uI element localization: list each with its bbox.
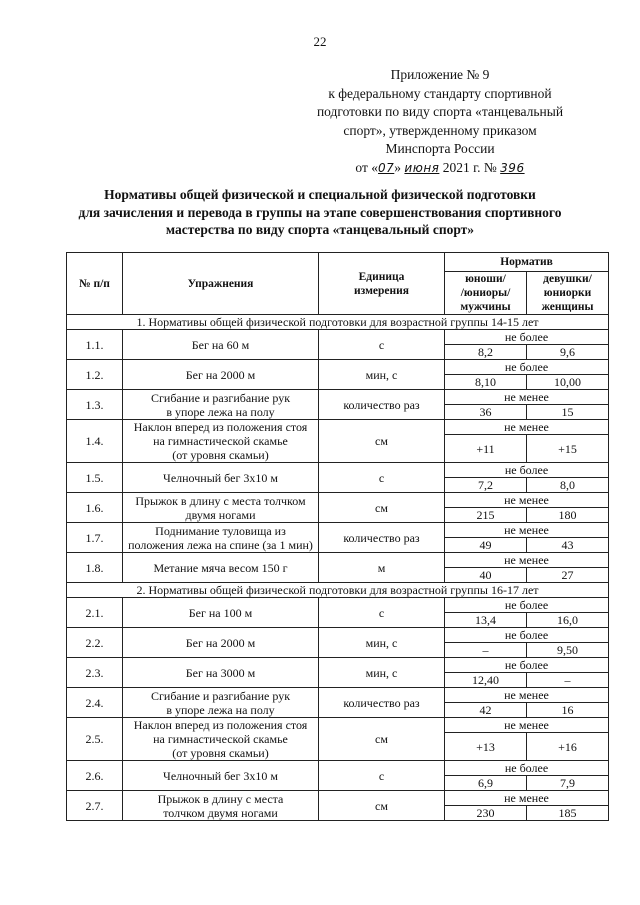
row-norm-type: не более	[445, 463, 609, 478]
appendix-line: подготовки по виду спорта «танцевальный	[316, 104, 564, 119]
table-row	[67, 658, 609, 673]
row-exercise	[123, 493, 319, 523]
row-exercise	[123, 718, 319, 761]
row-number: 1.3.	[67, 390, 123, 420]
order-day: 07	[378, 160, 395, 175]
value-boys: 49	[445, 538, 527, 553]
order-reference	[300, 159, 580, 178]
exercise-line: Бег на 2000 м	[185, 367, 256, 382]
row-unit: мин, с	[319, 628, 445, 658]
exercise-line: на гимнастической скамье	[153, 434, 288, 448]
value-girls: 16	[527, 703, 609, 718]
row-unit: м	[319, 553, 445, 583]
title-line: для зачисления и перевода в группы на этапе совершенствования спортивного	[78, 204, 562, 220]
order-month: июня	[404, 160, 440, 175]
exercise-line: Прыжок в длину с места толчком	[135, 493, 306, 508]
value-girls: 10,00	[527, 375, 609, 390]
row-exercise	[123, 761, 319, 791]
value-boys: 8,10	[445, 375, 527, 390]
header-unit-line: Единица	[358, 270, 405, 283]
exercise-line: Сгибание и разгибание рук	[150, 390, 291, 405]
value-boys: 6,9	[445, 776, 527, 791]
exercise-line: Челночный бег 3х10 м	[163, 470, 278, 485]
table-row	[67, 360, 609, 375]
value-girls: 27	[527, 568, 609, 583]
appendix-line: Приложение № 9	[390, 67, 490, 82]
section-row	[67, 583, 609, 598]
row-exercise	[123, 360, 319, 390]
row-unit: количество раз	[319, 523, 445, 553]
row-norm-type: не менее	[445, 688, 609, 703]
header-unit	[319, 253, 445, 315]
order-prefix: от «	[355, 159, 379, 175]
header-girls-line: юниорки	[543, 287, 592, 299]
row-unit: см	[319, 718, 445, 761]
row-number: 2.4.	[67, 688, 123, 718]
row-norm-type: не менее	[445, 791, 609, 806]
table-row	[67, 390, 609, 405]
value-girls: +15	[527, 435, 609, 463]
table-row	[67, 330, 609, 345]
title-line: Нормативы общей физической и специальной физической подготовки	[104, 187, 536, 202]
table-row	[67, 761, 609, 776]
row-norm-type: не менее	[445, 420, 609, 435]
document-title	[30, 186, 610, 239]
exercise-line: Бег на 100 м	[188, 605, 253, 620]
row-unit: с	[319, 463, 445, 493]
row-unit: см	[319, 791, 445, 821]
row-unit: количество раз	[319, 688, 445, 718]
title-line: мастерства по виду спорта «танцевальный спорт»	[165, 222, 475, 237]
value-girls: 9,6	[527, 345, 609, 360]
table-row	[67, 420, 609, 435]
header-boys	[445, 272, 527, 315]
row-number: 1.1.	[67, 330, 123, 360]
appendix-line: спорт», утвержденному приказом	[343, 122, 537, 138]
row-number: 2.1.	[67, 598, 123, 628]
row-unit: количество раз	[319, 390, 445, 420]
exercise-line: Бег на 60 м	[191, 337, 250, 352]
value-girls: –	[527, 673, 609, 688]
row-unit: с	[319, 598, 445, 628]
row-norm-type: не менее	[445, 523, 609, 538]
row-norm-type: не более	[445, 330, 609, 345]
table-row	[67, 718, 609, 733]
exercise-line: на гимнастической скамье	[153, 732, 288, 746]
value-boys: +13	[445, 733, 527, 761]
row-exercise	[123, 553, 319, 583]
exercise-line: Наклон вперед из положения стоя	[133, 718, 308, 732]
header-girls-line: женщины	[541, 301, 594, 313]
row-norm-type: не менее	[445, 390, 609, 405]
row-exercise	[123, 330, 319, 360]
header-boys-line: /юниоры/	[460, 287, 511, 299]
row-unit: мин, с	[319, 360, 445, 390]
row-norm-type: не более	[445, 761, 609, 776]
exercise-line: (от уровня скамьи)	[172, 448, 269, 462]
row-norm-type: не более	[445, 360, 609, 375]
header-boys-line: юноши/	[465, 273, 506, 285]
row-number: 1.5.	[67, 463, 123, 493]
value-boys: 42	[445, 703, 527, 718]
section-row	[67, 315, 609, 330]
table-row	[67, 553, 609, 568]
row-exercise	[123, 523, 319, 553]
row-norm-type: не менее	[445, 493, 609, 508]
row-exercise	[123, 791, 319, 821]
exercise-line: Метание мяча весом 150 г	[153, 560, 288, 575]
table-row	[67, 523, 609, 538]
exercise-line: Бег на 2000 м	[185, 635, 256, 650]
table-row	[67, 688, 609, 703]
section-title: 1. Нормативы общей физической подготовки для возрастной группы 14-15 лет	[67, 315, 609, 330]
row-number: 1.7.	[67, 523, 123, 553]
row-unit: см	[319, 493, 445, 523]
header-girls-line: девушки/	[543, 273, 592, 285]
row-exercise	[123, 390, 319, 420]
exercise-line: (от уровня скамьи)	[172, 746, 269, 760]
value-girls: 15	[527, 405, 609, 420]
row-exercise	[123, 463, 319, 493]
section-title: 2. Нормативы общей физической подготовки для возрастной группы 16-17 лет	[67, 583, 609, 598]
value-girls: 180	[527, 508, 609, 523]
row-unit: с	[319, 761, 445, 791]
value-boys: 8,2	[445, 345, 527, 360]
exercise-line: Сгибание и разгибание рук	[150, 688, 291, 703]
row-number: 2.7.	[67, 791, 123, 821]
table-row	[67, 463, 609, 478]
page-number: 22	[313, 34, 327, 49]
row-number: 1.4.	[67, 420, 123, 463]
exercise-line: Прыжок в длину с места	[157, 791, 284, 806]
row-unit: см	[319, 420, 445, 463]
exercise-line: двумя ногами	[185, 507, 256, 522]
value-boys: +11	[445, 435, 527, 463]
row-number: 2.6.	[67, 761, 123, 791]
value-boys: 215	[445, 508, 527, 523]
row-norm-type: не более	[445, 598, 609, 613]
value-boys: 12,40	[445, 673, 527, 688]
row-number: 1.8.	[67, 553, 123, 583]
appendix-block	[300, 66, 580, 177]
row-number: 2.3.	[67, 658, 123, 688]
table-row	[67, 628, 609, 643]
value-boys: 40	[445, 568, 527, 583]
row-norm-type: не менее	[445, 718, 609, 733]
row-number: 1.6.	[67, 493, 123, 523]
exercise-line: Бег на 3000 м	[185, 665, 256, 680]
row-exercise	[123, 598, 319, 628]
table-row	[67, 493, 609, 508]
order-year: 2021 г. №	[442, 159, 497, 175]
row-norm-type: не более	[445, 658, 609, 673]
value-girls: +16	[527, 733, 609, 761]
exercise-line: толчком двумя ногами	[163, 805, 278, 820]
value-boys: 230	[445, 806, 527, 821]
row-unit: с	[319, 330, 445, 360]
appendix-line: к федеральному стандарту спортивной	[328, 85, 552, 101]
row-norm-type: не менее	[445, 553, 609, 568]
value-girls: 16,0	[527, 613, 609, 628]
value-girls: 43	[527, 538, 609, 553]
header-unit-line: измерения	[354, 284, 409, 297]
exercise-line: положения лежа на спине (за 1 мин)	[128, 537, 313, 552]
header-boys-line: мужчины	[460, 301, 511, 313]
header-norm: Норматив	[445, 253, 609, 272]
row-number: 2.2.	[67, 628, 123, 658]
row-exercise	[123, 658, 319, 688]
value-girls: 185	[527, 806, 609, 821]
row-unit: мин, с	[319, 658, 445, 688]
table-row	[67, 791, 609, 806]
row-exercise	[123, 420, 319, 463]
value-boys: –	[445, 643, 527, 658]
row-exercise	[123, 628, 319, 658]
header-num: № п/п	[67, 253, 123, 315]
row-number: 1.2.	[67, 360, 123, 390]
exercise-line: в упоре лежа на полу	[166, 404, 275, 419]
table-row	[67, 598, 609, 613]
exercise-line: Наклон вперед из положения стоя	[133, 420, 308, 434]
exercise-line: Поднимание туловища из	[155, 523, 286, 538]
exercise-line: Челночный бег 3х10 м	[163, 768, 278, 783]
header-girls	[527, 272, 609, 315]
value-girls: 7,9	[527, 776, 609, 791]
value-girls: 8,0	[527, 478, 609, 493]
row-norm-type: не более	[445, 628, 609, 643]
value-boys: 7,2	[445, 478, 527, 493]
norms-table	[66, 252, 609, 821]
header-exercise: Упражнения	[123, 253, 319, 315]
row-exercise	[123, 688, 319, 718]
row-number: 2.5.	[67, 718, 123, 761]
value-boys: 36	[445, 405, 527, 420]
appendix-line: Минспорта России	[385, 141, 495, 156]
value-girls: 9,50	[527, 643, 609, 658]
norms-table-body	[67, 315, 609, 821]
exercise-line: в упоре лежа на полу	[166, 702, 275, 717]
order-number: 396	[500, 160, 525, 175]
value-boys: 13,4	[445, 613, 527, 628]
order-mid: »	[394, 159, 402, 175]
